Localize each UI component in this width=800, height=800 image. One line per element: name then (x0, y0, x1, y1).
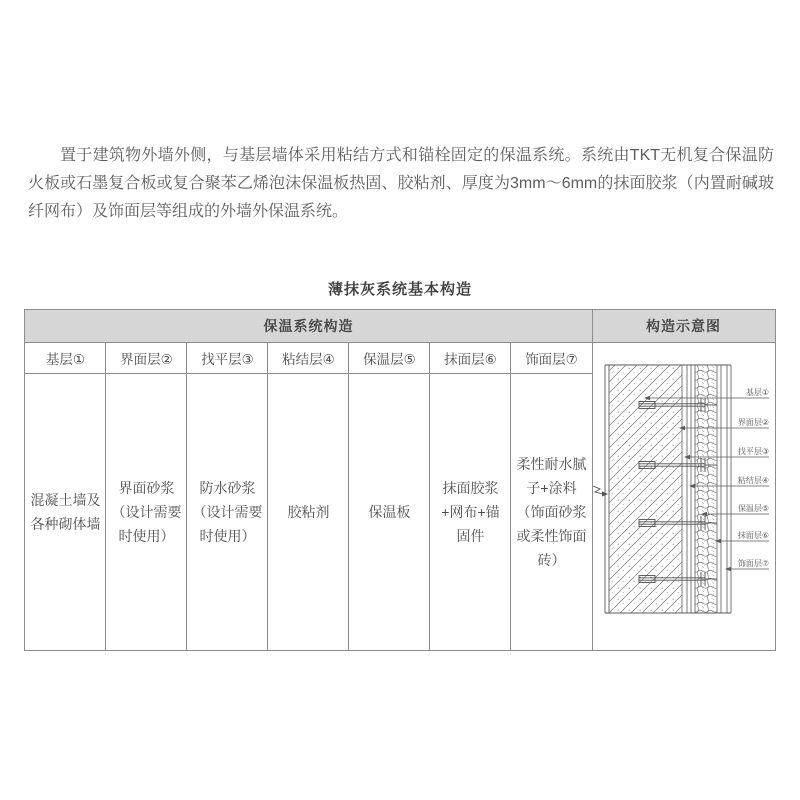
header-system-structure: 保温系统构造 (25, 310, 592, 343)
cell-leveling-layer: 防水砂浆（设计需要时使用） (187, 373, 268, 650)
cell-bonding-layer: 胶粘剂 (268, 373, 349, 650)
table-header-row (25, 310, 775, 343)
col-header-render-layer: 抹面层⑥ (430, 343, 511, 374)
col-header-bonding-layer: 粘结层④ (268, 343, 349, 374)
callout-interface-layer: 界面层② (737, 418, 770, 427)
cell-render-layer: 抹面胶浆+网布+锚固件 (430, 373, 511, 650)
cell-interface-layer: 界面砂浆（设计需要时使用） (106, 373, 187, 650)
construction-diagram (592, 343, 775, 651)
callout-base-layer: 基层① (745, 388, 770, 397)
callout-bonding-layer: 粘结层④ (737, 476, 770, 485)
cell-insulation-layer: 保温板 (349, 373, 430, 650)
col-header-finish-layer: 饰面层⑦ (511, 343, 592, 374)
callout-leveling-layer: 找平层③ (737, 447, 770, 456)
insulation-system-table (24, 309, 775, 651)
intro-paragraph: 置于建筑物外墙外侧，与基层墙体采用粘结方式和锚栓固定的保温系统。系统由TKT无机复合保温防火板或石墨复合板或复合聚苯乙烯泡沫保温板热固、胶粘剂、厚度为3mm～6mm的抹面胶浆（内置耐碱玻纤网布）及饰面层等组成的外墙外保温系统。 (28, 147, 774, 220)
callout-render-layer: 抹面层⑥ (737, 531, 770, 540)
callout-insulation-layer: 保温层⑤ (737, 504, 770, 513)
break-arrow (593, 486, 608, 497)
callout-finish-layer: 饰面层⑦ (737, 559, 770, 568)
col-header-base-layer: 基层① (25, 343, 106, 374)
col-header-interface-layer: 界面层② (106, 343, 187, 374)
wall-section-drawing (593, 343, 774, 645)
header-diagram: 构造示意图 (592, 310, 775, 343)
insulation-board-texture (696, 366, 717, 613)
cell-finish-layer: 柔性耐水腻子+涂料（饰面砂浆或柔性饰面砖） (511, 373, 592, 650)
col-header-leveling-layer: 找平层③ (187, 343, 268, 374)
layer-name-row (25, 343, 775, 374)
table-title: 薄抹灰系统基本构造 (327, 281, 472, 298)
col-header-insulation-layer: 保温层⑤ (349, 343, 430, 374)
cell-base-layer: 混凝土墙及各种砌体墙 (25, 373, 106, 650)
